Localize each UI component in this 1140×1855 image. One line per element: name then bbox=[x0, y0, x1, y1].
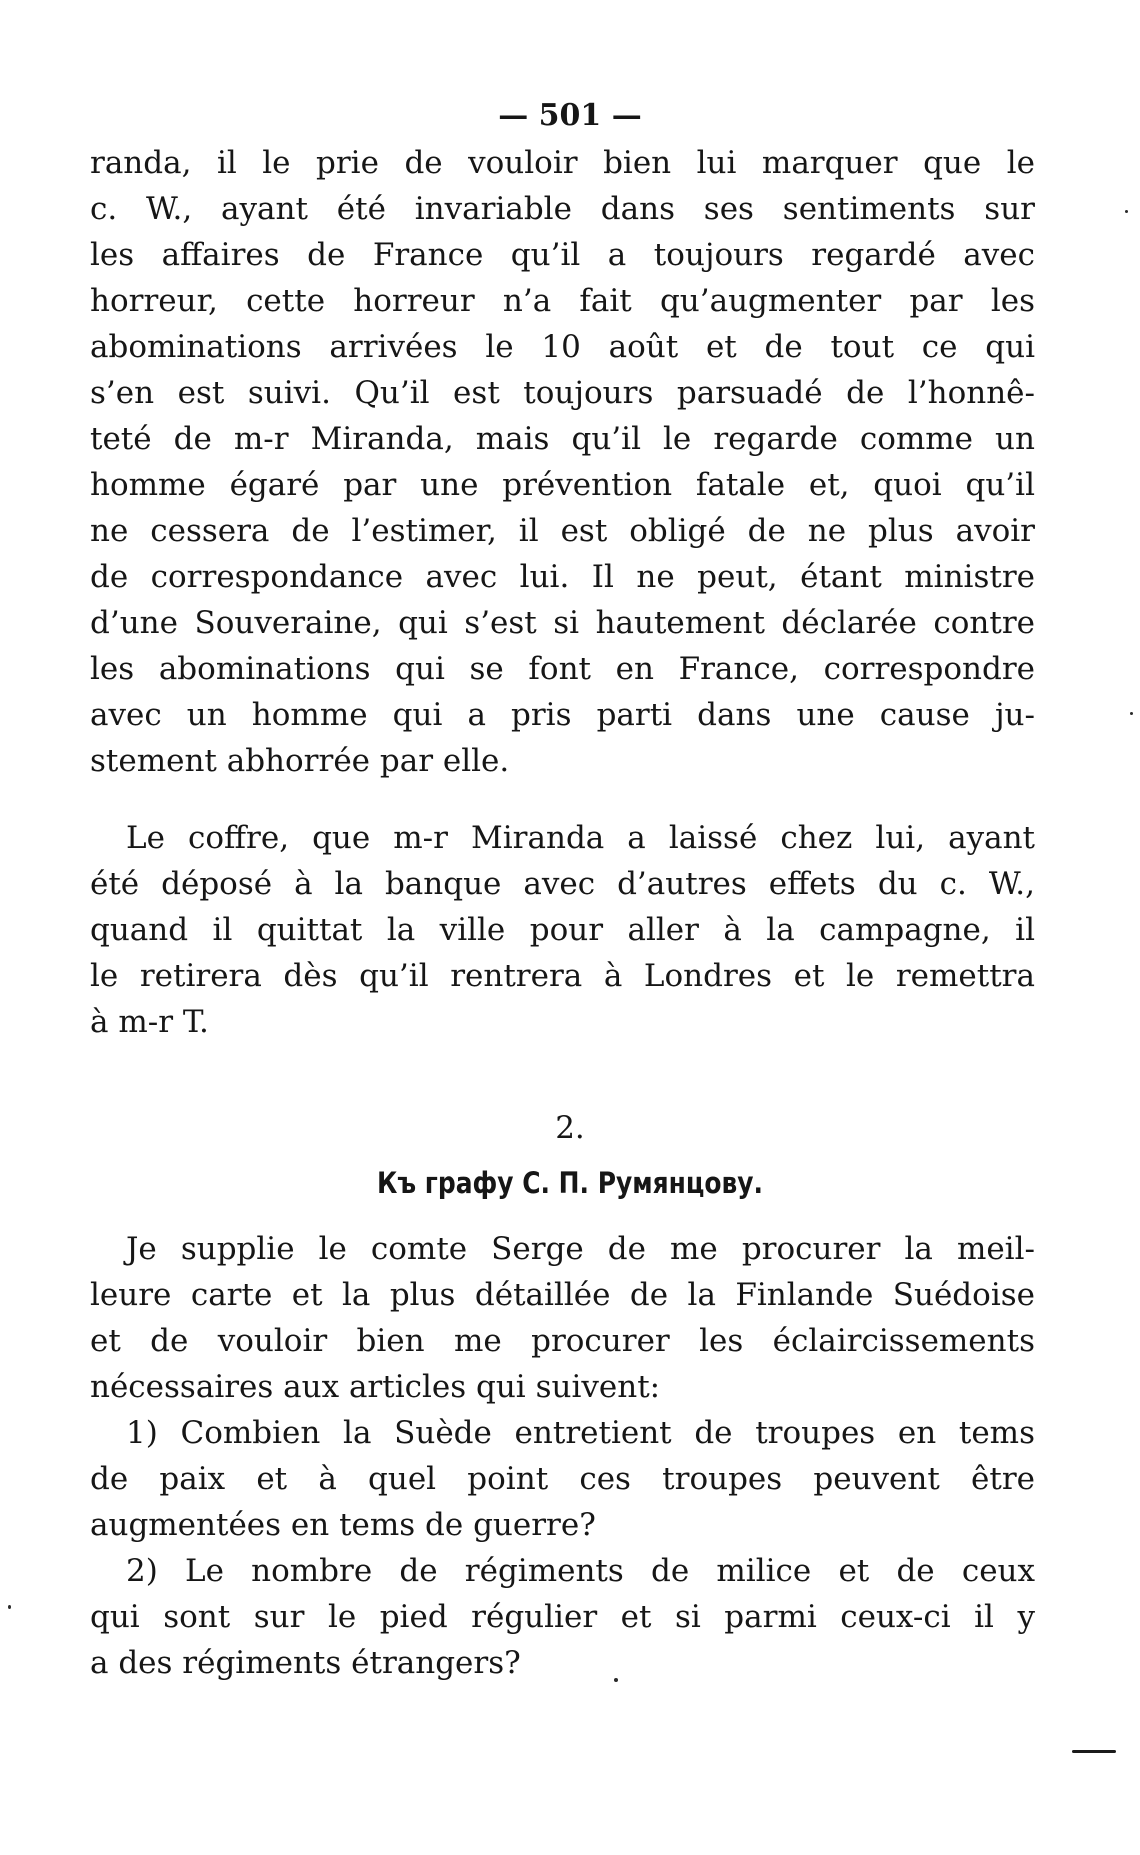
scan-speck bbox=[614, 1678, 618, 1682]
margin-rule-mark bbox=[1072, 1750, 1116, 1753]
paragraph-request bbox=[90, 1226, 1035, 1410]
text-line: été déposé à la banque avec d’autres effets du c. W., bbox=[90, 866, 1035, 902]
text-line: et de vouloir bien me procurer les éclaircissements bbox=[90, 1323, 1035, 1359]
text-line: à m-r T. bbox=[90, 1004, 209, 1040]
text-line: randa, il le prie de vouloir bien lui marquer que le bbox=[90, 145, 1035, 181]
text-line: augmentées en tems de guerre? bbox=[90, 1507, 596, 1543]
text-line: le retirera dès qu’il rentrera à Londres et le remettra bbox=[90, 958, 1035, 994]
text-line: homme égaré par une prévention fatale et, quoi qu’il bbox=[90, 467, 1035, 503]
text-line: abominations arrivées le 10 août et de tout ce qui bbox=[90, 329, 1035, 365]
text-line: de paix et à quel point ces troupes peuvent être bbox=[90, 1461, 1035, 1497]
text-line: ne cessera de l’estimer, il est obligé de ne plus avoir bbox=[90, 513, 1035, 549]
text-line: teté de m-r Miranda, mais qu’il le regarde comme un bbox=[90, 421, 1035, 457]
text-line: qui sont sur le pied régulier et si parmi ceux-ci il y bbox=[90, 1599, 1035, 1635]
text-line: les affaires de France qu’il a toujours regardé avec bbox=[90, 237, 1035, 273]
text-line: quand il quittat la ville pour aller à la campagne, il bbox=[90, 912, 1035, 948]
text-line: de correspondance avec lui. Il ne peut, étant ministre bbox=[90, 559, 1035, 595]
scan-speck bbox=[1130, 712, 1133, 715]
page-number: — 501 — bbox=[498, 98, 642, 133]
text-line: nécessaires aux articles qui suivent: bbox=[90, 1369, 661, 1405]
numbered-item-2 bbox=[90, 1548, 1035, 1686]
text-line: 1) Combien la Suède entretient de troupes en tems bbox=[126, 1415, 1035, 1451]
letter-heading: Къ графу С. П. Румянцову. bbox=[376, 1166, 764, 1200]
text-line: s’en est suivi. Qu’il est toujours parsuadé de l’honnê- bbox=[90, 375, 1035, 411]
text-line: stement abhorrée par elle. bbox=[90, 743, 510, 779]
section-number: 2. bbox=[555, 1110, 585, 1146]
text-line: leure carte et la plus détaillée de la Finlande Suédoise bbox=[90, 1277, 1035, 1313]
paragraph-continuation bbox=[90, 140, 1035, 784]
text-line: 2) Le nombre de régiments de milice et de ceux bbox=[126, 1553, 1035, 1589]
text-line: c. W., ayant été invariable dans ses sentiments sur bbox=[90, 191, 1035, 227]
text-line: les abominations qui se font en France, correspondre bbox=[90, 651, 1035, 687]
scan-speck bbox=[8, 1605, 11, 1609]
text-line: avec un homme qui a pris parti dans une cause ju- bbox=[90, 697, 1035, 733]
text-line: d’une Souveraine, qui s’est si hautement déclarée contre bbox=[90, 605, 1035, 641]
paragraph-coffre bbox=[90, 815, 1035, 1045]
text-line: horreur, cette horreur n’a fait qu’augmenter par les bbox=[90, 283, 1035, 319]
text-line: Je supplie le comte Serge de me procurer la meil- bbox=[126, 1231, 1035, 1267]
text-line: Le coffre, que m-r Miranda a laissé chez lui, ayant bbox=[126, 820, 1035, 856]
numbered-item-1 bbox=[90, 1410, 1035, 1548]
scan-speck bbox=[1125, 210, 1128, 213]
text-line: a des régiments étrangers? bbox=[90, 1645, 521, 1681]
